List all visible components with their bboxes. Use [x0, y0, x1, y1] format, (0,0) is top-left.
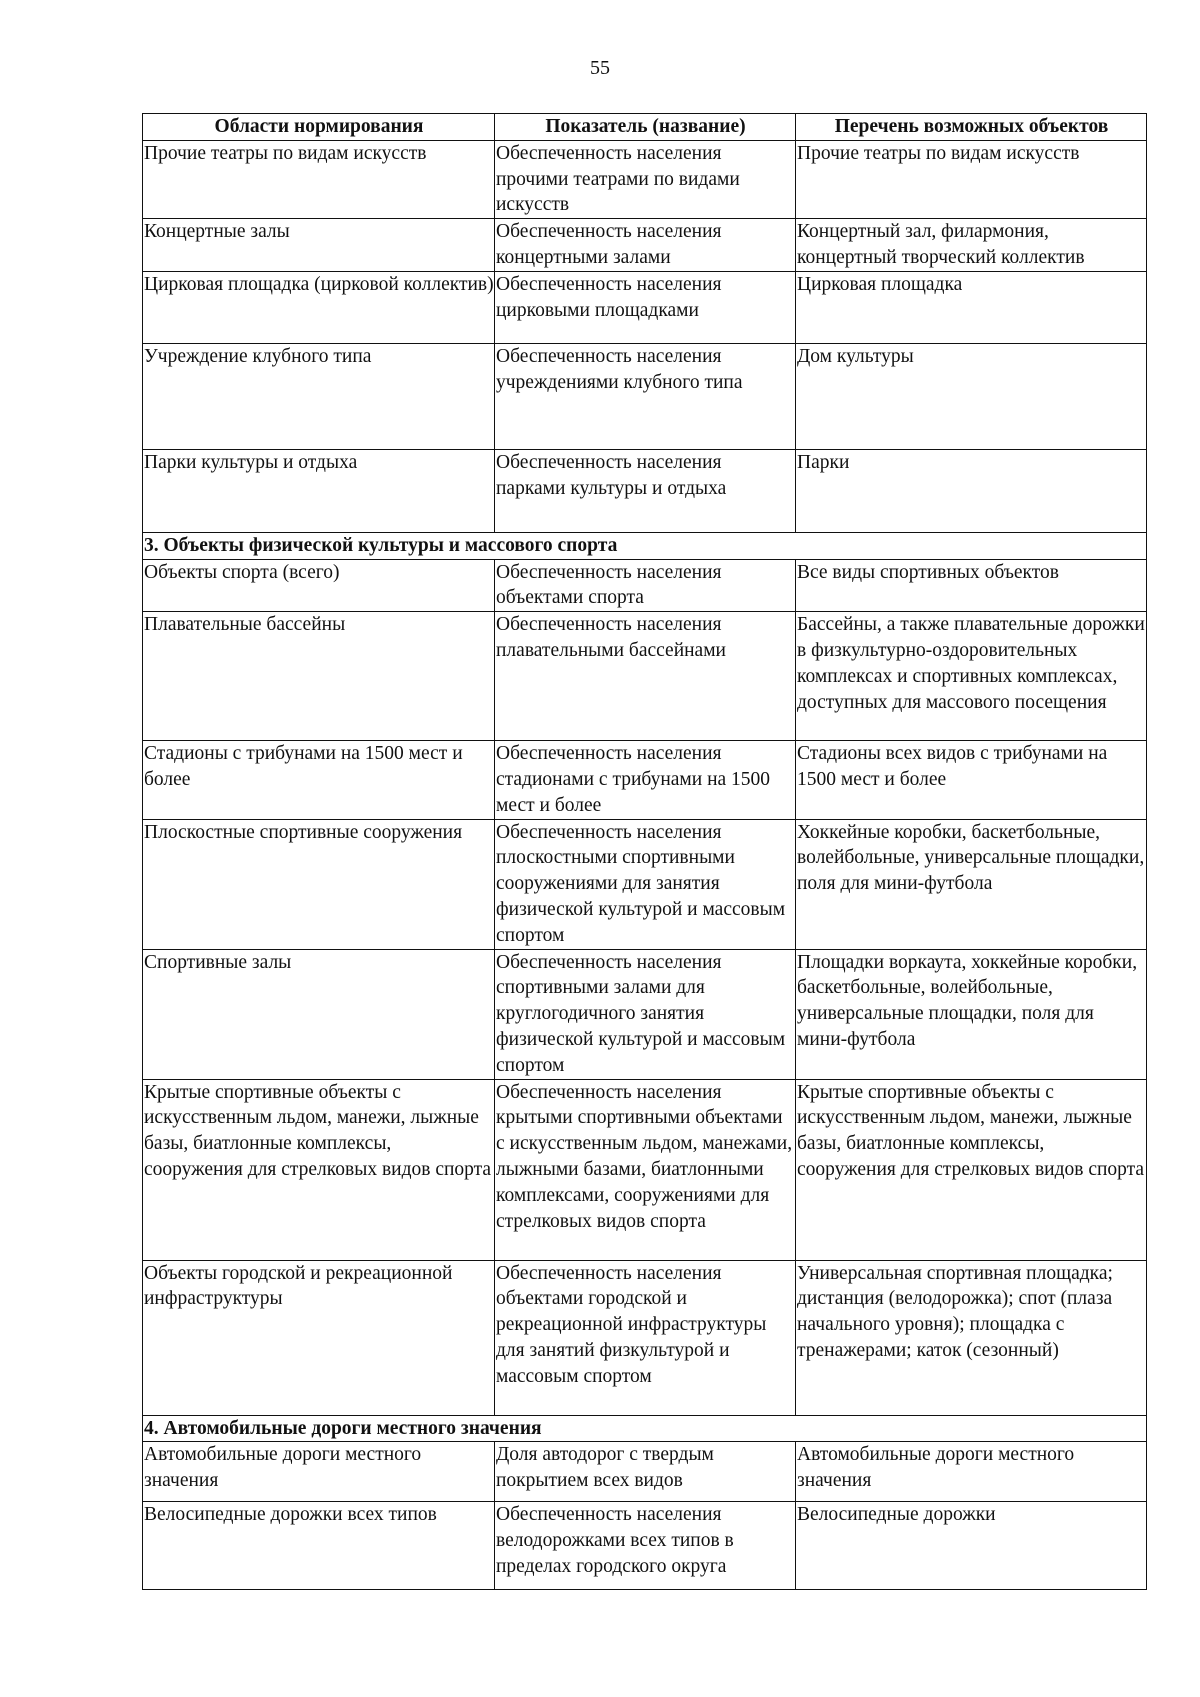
cell-area: Крытые спортивные объекты с искусственным льдом, манежи, лыжные базы, биатлонные комплексы, сооружения для стрелковых видов спорта	[143, 1079, 495, 1260]
cell-objects: Крытые спортивные объекты с искусственным льдом, манежи, лыжные базы, биатлонные комплексы, сооружения для стрелковых видов спорта	[796, 1079, 1147, 1260]
cell-indicator: Обеспеченность населения плавательными бассейнами	[495, 612, 796, 741]
cell-indicator: Обеспеченность населения стадионами с трибунами на 1500 мест и более	[495, 741, 796, 819]
table-row	[143, 140, 1147, 218]
cell-objects: Хоккейные коробки, баскетбольные, волейбольные, универсальные площадки, поля для мини-футбола	[796, 819, 1147, 949]
cell-indicator: Обеспеченность населения учреждениями клубного типа	[495, 343, 796, 449]
table-row	[143, 449, 1147, 532]
cell-indicator: Обеспеченность населения плоскостными спортивными сооружениями для занятия физической культурой и массовым спортом	[495, 819, 796, 949]
cell-objects: Стадионы всех видов с трибунами на 1500 мест и более	[796, 741, 1147, 819]
cell-objects: Парки	[796, 449, 1147, 532]
table-row	[143, 1442, 1147, 1502]
cell-objects: Площадки воркаута, хоккейные коробки, баскетбольные, волейбольные, универсальные площадки, поля для мини-футбола	[796, 949, 1147, 1079]
table-row	[143, 819, 1147, 949]
header-indicator: Показатель (название)	[495, 114, 796, 141]
cell-area: Учреждение клубного типа	[143, 343, 495, 449]
cell-area: Плоскостные спортивные сооружения	[143, 819, 495, 949]
cell-area: Автомобильные дороги местного значения	[143, 1442, 495, 1502]
section-row	[143, 1415, 1147, 1442]
cell-area: Объекты спорта (всего)	[143, 559, 495, 612]
cell-indicator: Обеспеченность населения объектами спорта	[495, 559, 796, 612]
cell-area: Плавательные бассейны	[143, 612, 495, 741]
cell-objects: Автомобильные дороги местного значения	[796, 1442, 1147, 1502]
page-number: 55	[590, 57, 610, 79]
cell-indicator: Обеспеченность населения велодорожками всех типов в пределах городского округа	[495, 1502, 796, 1590]
cell-indicator: Обеспеченность населения концертными залами	[495, 219, 796, 272]
cell-area: Парки культуры и отдыха	[143, 449, 495, 532]
table-row	[143, 271, 1147, 343]
table-row	[143, 1502, 1147, 1590]
cell-area: Спортивные залы	[143, 949, 495, 1079]
cell-indicator: Доля автодорог с твердым покрытием всех видов	[495, 1442, 796, 1502]
cell-area: Цирковая площадка (цирковой коллектив)	[143, 271, 495, 343]
cell-indicator: Обеспеченность населения крытыми спортивными объектами с искусственным льдом, манежами, лыжными базами, биатлонными комплексами, сооружениями для стрелковых видов спорта	[495, 1079, 796, 1260]
section-heading: 4. Автомобильные дороги местного значения	[143, 1415, 1147, 1442]
cell-objects: Бассейны, а также плавательные дорожки в физкультурно-оздоровительных комплексах и спортивных комплексах, доступных для массового посещения	[796, 612, 1147, 741]
norms-table	[142, 113, 1147, 1590]
header-objects: Перечень возможных объектов	[796, 114, 1147, 141]
cell-area: Концертные залы	[143, 219, 495, 272]
cell-objects: Концертный зал, филармония, концертный творческий коллектив	[796, 219, 1147, 272]
cell-indicator: Обеспеченность населения парками культуры и отдыха	[495, 449, 796, 532]
cell-objects: Дом культуры	[796, 343, 1147, 449]
table-row	[143, 1079, 1147, 1260]
cell-indicator: Обеспеченность населения спортивными залами для круглогодичного занятия физической культурой и массовым спортом	[495, 949, 796, 1079]
table-row	[143, 612, 1147, 741]
table-row	[143, 343, 1147, 449]
cell-area: Прочие театры по видам искусств	[143, 140, 495, 218]
table-row	[143, 219, 1147, 272]
cell-objects: Универсальная спортивная площадка; дистанция (велодорожка); спот (плаза начального уровня); площадка с тренажерами; каток (сезонный)	[796, 1260, 1147, 1415]
cell-area: Велосипедные дорожки всех типов	[143, 1502, 495, 1590]
cell-indicator: Обеспеченность населения прочими театрами по видами искусств	[495, 140, 796, 218]
cell-objects: Прочие театры по видам искусств	[796, 140, 1147, 218]
cell-indicator: Обеспеченность населения объектами городской и рекреационной инфраструктуры для занятий физкультурой и массовым спортом	[495, 1260, 796, 1415]
cell-objects: Все виды спортивных объектов	[796, 559, 1147, 612]
section-heading: 3. Объекты физической культуры и массового спорта	[143, 532, 1147, 559]
cell-objects: Цирковая площадка	[796, 271, 1147, 343]
cell-area: Объекты городской и рекреационной инфраструктуры	[143, 1260, 495, 1415]
cell-indicator: Обеспеченность населения цирковыми площадками	[495, 271, 796, 343]
table-row	[143, 559, 1147, 612]
section-row	[143, 532, 1147, 559]
table-header-row	[143, 114, 1147, 141]
cell-area: Стадионы с трибунами на 1500 мест и более	[143, 741, 495, 819]
header-areas: Области нормирования	[143, 114, 495, 141]
cell-objects: Велосипедные дорожки	[796, 1502, 1147, 1590]
table-row	[143, 741, 1147, 819]
table-row	[143, 949, 1147, 1079]
table-row	[143, 1260, 1147, 1415]
